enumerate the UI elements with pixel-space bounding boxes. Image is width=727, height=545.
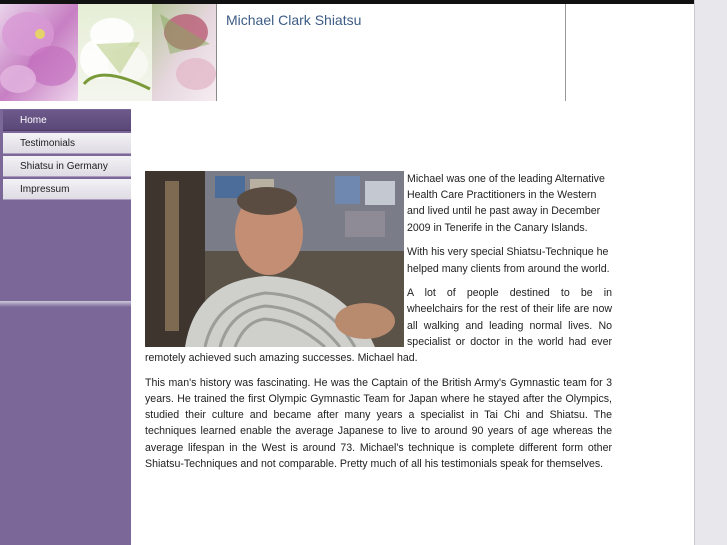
paragraph-successes: A lot of people destined to be in wheelchairs for the rest of their life are now all walking and leading normal lives. No specialist or doctor in the world had ever remotely achieved such amazing successes. Michael had. xyxy=(145,287,612,365)
header-divider xyxy=(216,4,217,101)
flower-blossom-header-image xyxy=(0,4,216,101)
nav-item-shiatsu-in-germany[interactable]: Shiatsu in Germany xyxy=(3,156,131,177)
photo-spacer xyxy=(145,171,407,349)
article xyxy=(145,171,612,480)
sidebar-top-gap xyxy=(0,101,131,109)
header xyxy=(0,0,694,101)
header-image xyxy=(0,4,216,101)
sidebar-shade xyxy=(0,301,131,307)
nav-item-home[interactable]: Home xyxy=(3,110,131,131)
site-title[interactable]: Michael Clark Shiatsu xyxy=(226,12,362,28)
paragraph-history: This man's history was fascinating. He was the Captain of the British Army's Gymnastic team for 3 years. He trained the first Olympic Gymnastic Team for Japan where he stayed after the Olympics, studied their culture and became after many years a specialist in Tai Chi and Shiatsu. The techniques learned enable the average Japanese to live to around 90 years of age whereas the average lifespan in the West is around 73. Michael's technique is complete different form other Shiatsu-Techniques and not comparable. Pretty much of all his testimonials speak for themselves. xyxy=(145,376,612,470)
header-vertical-line xyxy=(565,4,566,101)
main-navigation xyxy=(3,110,131,202)
paragraph-intro: Michael was one of the leading Alternative Health Care Practitioners in the Western and lived until he past away in December 2009 in Tenerife in the Canary Islands. xyxy=(407,173,605,234)
nav-item-testimonials[interactable]: Testimonials xyxy=(3,133,131,154)
right-frame-strip xyxy=(694,0,727,545)
paragraph-technique: With his very special Shiatsu-Technique he helped many clients from around the world. xyxy=(407,246,610,275)
nav-item-impressum[interactable]: Impressum xyxy=(3,179,131,200)
